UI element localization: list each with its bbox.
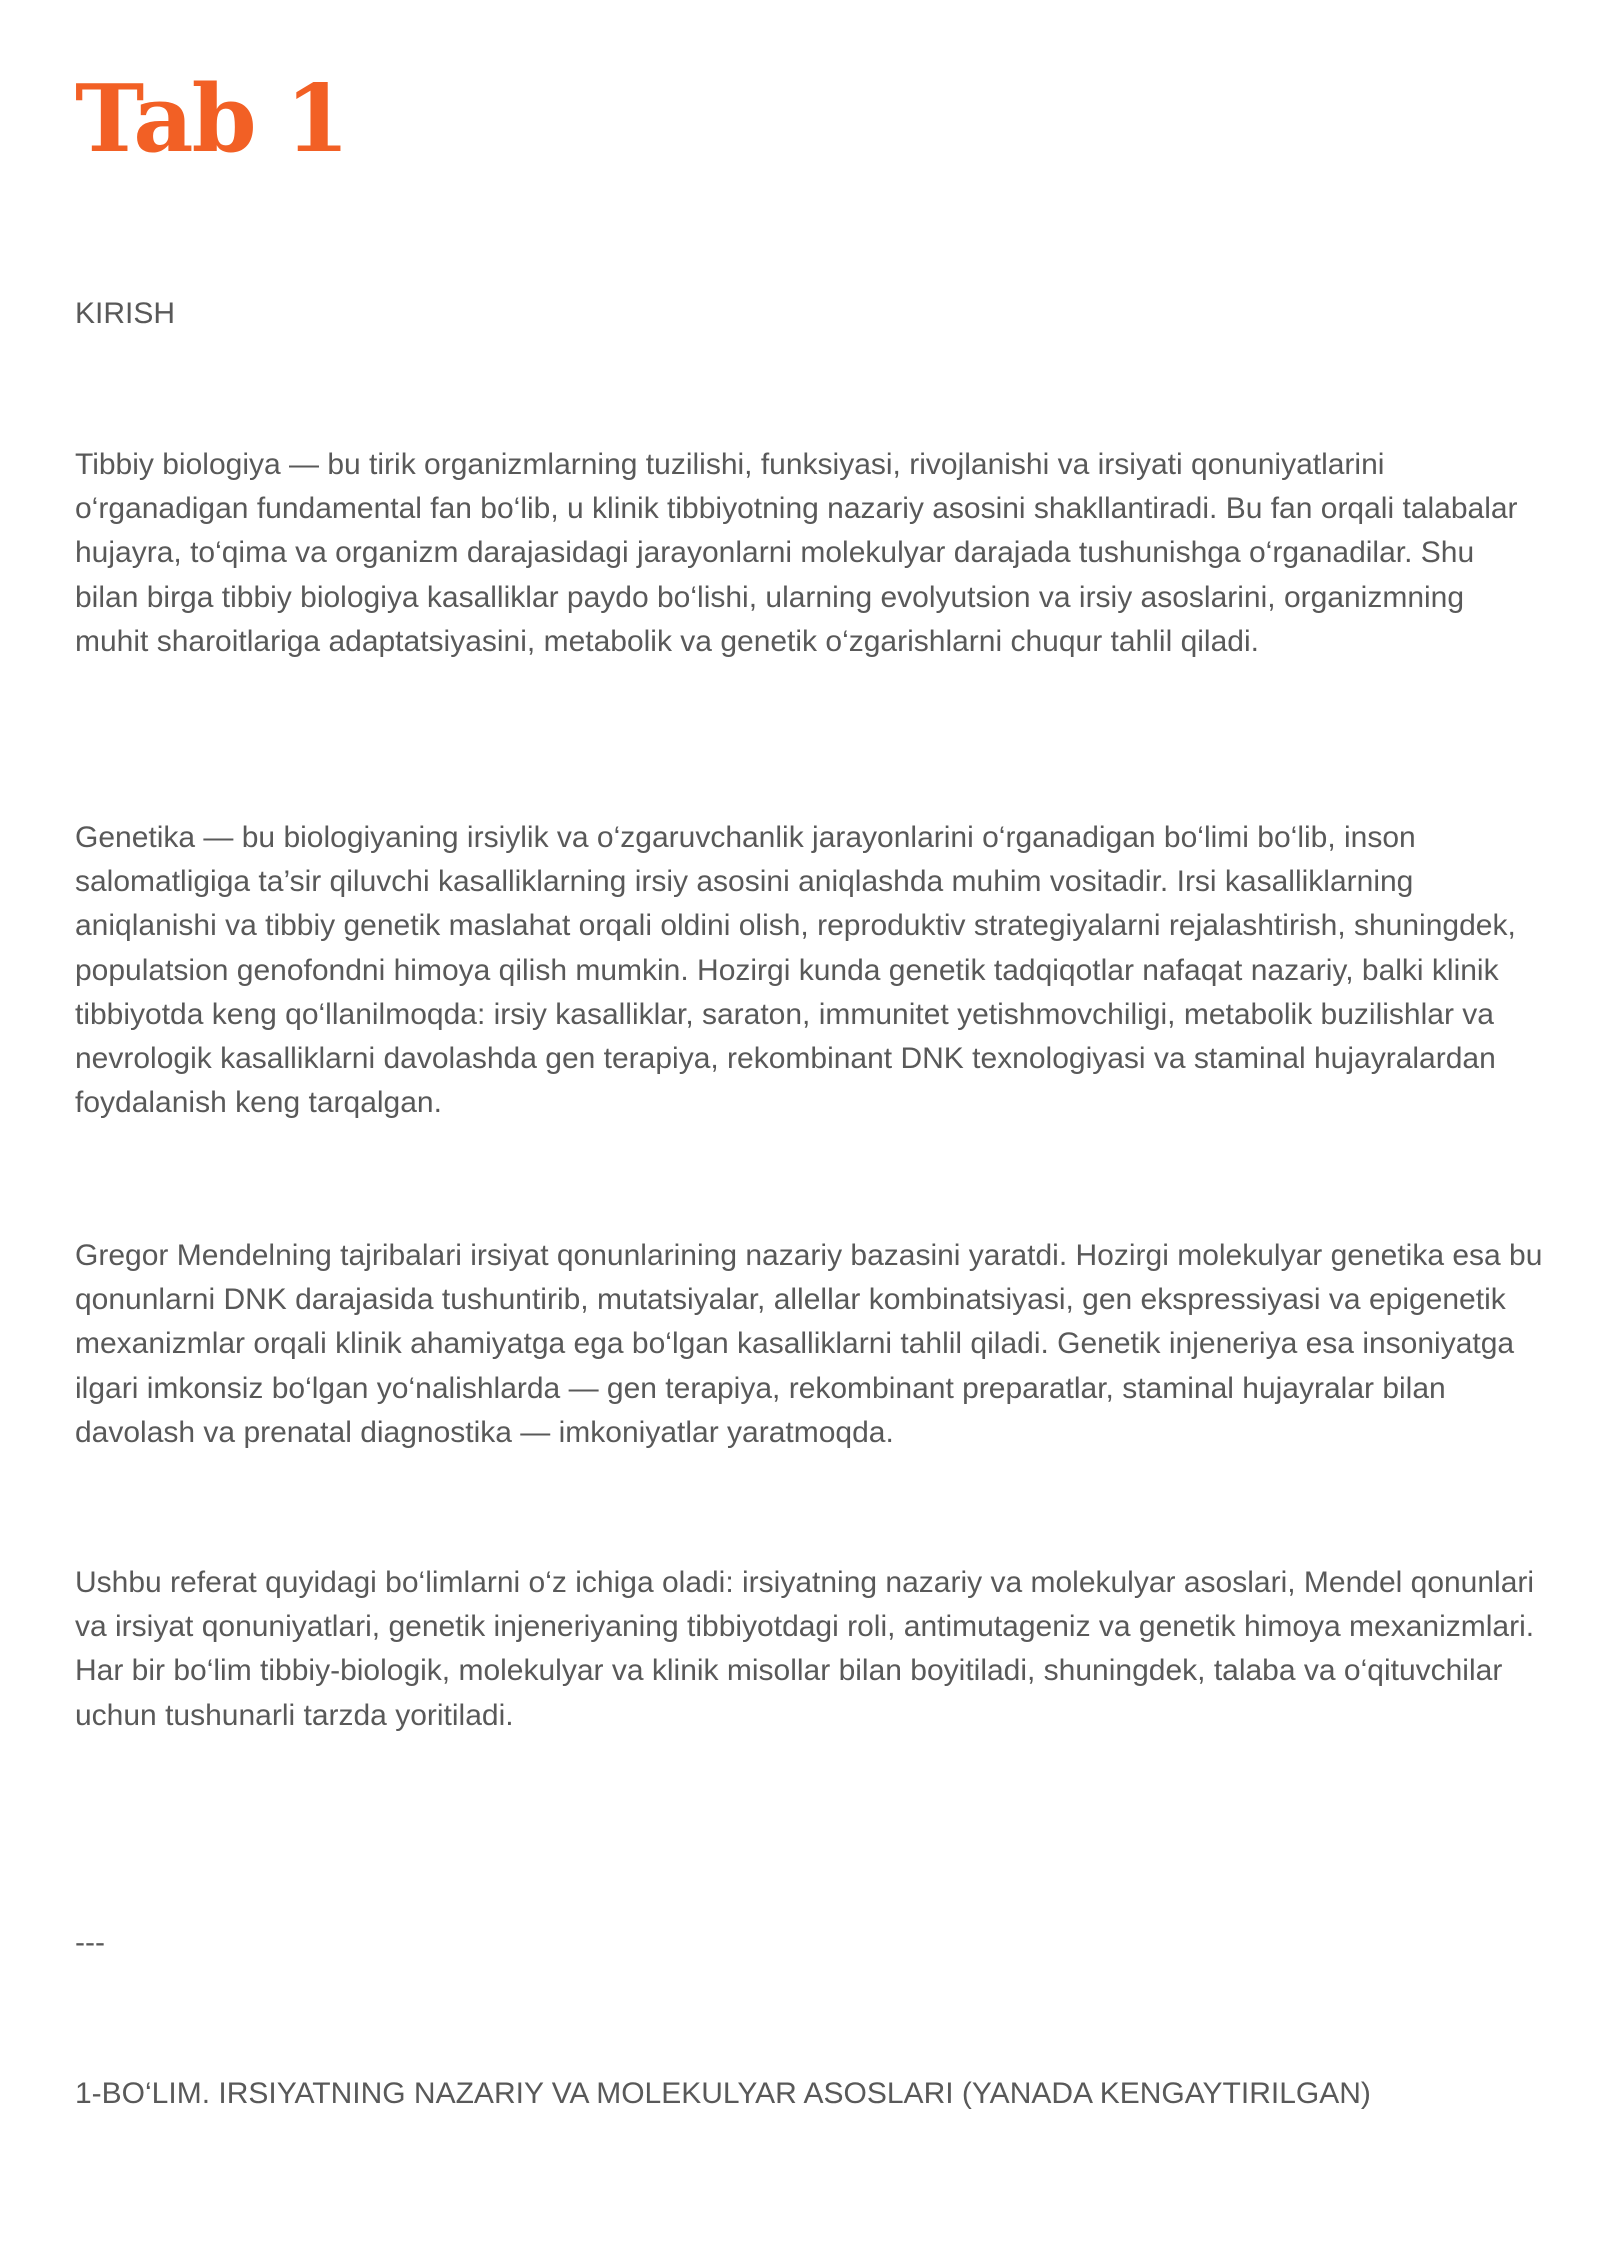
paragraph-1: Tibbiy biologiya — bu tirik organizmlarning tuzilishi, funksiyasi, rivojlanishi va irsiyati qonuniyatlarini o‘rganadigan fundamental fan bo‘lib, u klinik tibbiyotning nazariy asosini shakllantiradi. Bu fan orqali talabalar hujayra, to‘qima va organizm darajasidagi jarayonlarni molekulyar darajada tushunishga o‘rganadilar. Shu bilan birga tibbiy biologiya kasalliklar paydo bo‘lishi, ularning evolyutsion va irsiy asoslarini, organizmning muhit sharoitlariga adaptatsiyasini, metabolik va genetik o‘zgarishlarni chuqur tahlil qiladi.	[75, 448, 1518, 658]
paragraph-2: Genetika — bu biologiyaning irsiylik va o‘zgaruvchanlik jarayonlarini o‘rganadigan bo‘limi bo‘lib, inson salomatligiga ta’sir qiluvchi kasalliklarning irsiy asosini aniqlashda muhim vositadir. Irsi kasalliklarning aniqlanishi va tibbiy genetik maslahat orqali oldini olish, reproduktiv strategiyalarni rejalashtirish, shuningdek, populatsion genofondni himoya qilish mumkin. Hozirgi kunda genetik tadqiqotlar nafaqat nazariy, balki klinik tibbiyotda keng qo‘llanilmoqda: irsiy kasalliklar, saraton, immunitet yetishmovchiligi, metabolik buzilishlar va nevrologik kasalliklarni davolashda gen terapiya, rekombinant DNK texnologiyasi va staminal hujayralardan foydalanish keng tarqalgan.	[75, 821, 1516, 1120]
document-title: Tab 1	[75, 64, 348, 173]
section-separator: ---	[75, 1926, 105, 1959]
intro-heading: KIRISH	[75, 297, 176, 330]
paragraph-3: Gregor Mendelning tajribalari irsiyat qonunlarining nazariy bazasini yaratdi. Hozirgi molekulyar genetika esa bu qonunlarni DNK darajasida tushuntirib, mutatsiyalar, allellar kombinatsiyasi, gen ekspressiyasi va epigenetik mexanizmlar orqali klinik ahamiyatga ega bo‘lgan kasalliklarni tahlil qiladi. Genetik injeneriya esa insoniyatga ilgari imkonsiz bo‘lgan yo‘nalishlarda — gen terapiya, rekombinant preparatlar, staminal hujayralar bilan davolash va prenatal diagnostika — imkoniyatlar yaratmoqda.	[75, 1239, 1543, 1449]
section-heading: 1-BO‘LIM. IRSIYATNING NAZARIY VA MOLEKULYAR ASOSLARI (YANADA KENGAYTIRILGAN)	[75, 2077, 1371, 2110]
paragraph-4: Ushbu referat quyidagi bo‘limlarni o‘z ichiga oladi: irsiyatning nazariy va molekulyar asoslari, Mendel qonunlari va irsiyat qonuniyatlari, genetik injeneriyaning tibbiyotdagi roli, antimutageniz va genetik himoya mexanizmlari. Har bir bo‘lim tibbiy-biologik, molekulyar va klinik misollar bilan boyitiladi, shuningdek, talaba va o‘qituvchilar uchun tushunarli tarzda yoritiladi.	[75, 1566, 1535, 1732]
